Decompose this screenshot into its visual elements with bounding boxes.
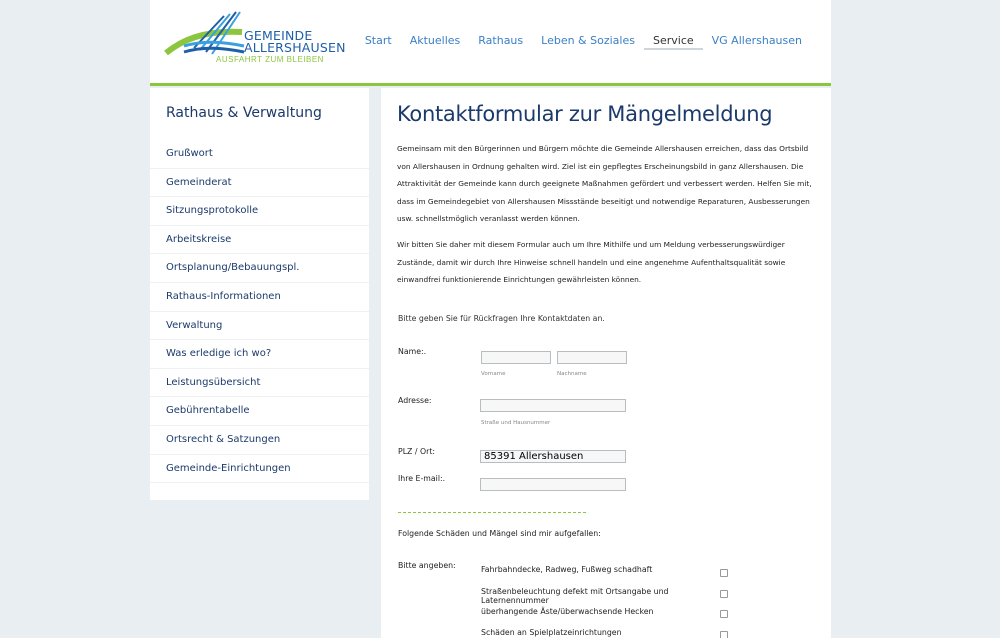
city-label: PLZ / Ort: [398,447,435,456]
sidebar-item-verwaltung[interactable]: Verwaltung [150,312,369,341]
name-label: Name:. [398,347,427,356]
firstname-hint: Vorname [481,371,506,377]
nav-item-leben-soziales[interactable]: Leben & Soziales [541,34,635,47]
sidebar-item-gemeinde-einrichtungen[interactable]: Gemeinde-Einrichtungen [150,455,369,484]
checkbox-ueberhangende-aeste[interactable] [720,610,728,618]
checkbox-spielplatzeinrichtungen[interactable] [720,631,728,638]
sidebar-item-leistungsuebersicht[interactable]: Leistungsübersicht [150,369,369,398]
nav-item-service[interactable]: Service [644,34,703,50]
lastname-hint: Nachname [557,371,587,377]
sidebar-nav [150,140,369,483]
page-title: Kontaktformular zur Mängelmeldung [397,102,773,126]
firstname-input[interactable] [481,351,551,364]
address-hint: Straße und Hausnummer [481,420,551,426]
nav-item-aktuelles[interactable]: Aktuelles [409,34,461,47]
intro-paragraph: Wir bitten Sie daher mit diesem Formular auch um Ihre Mithilfe und um Meldung verbesserungswürdiger Zustände, damit wir durch Ihre Hinweise schnell handeln und eine angenehme Aufenthaltsqualität sowie einwandfrei funktionierende Einrichtungen gewährleisten können. [397,239,786,285]
site-header [150,0,831,86]
checkbox-label: Straßenbeleuchtung defekt mit Ortsangabe und Laternennummer [481,587,669,605]
main-nav [356,34,811,50]
contact-prompt: Bitte geben Sie für Rückfragen Ihre Kontaktdaten an. [398,314,605,323]
sidebar-item-sitzungsprotokolle[interactable]: Sitzungsprotokolle [150,197,369,226]
nav-item-vg-allershausen[interactable]: VG Allershausen [711,34,802,47]
sidebar-item-was-erledige-ich-wo[interactable]: Was erledige ich wo? [150,340,369,369]
email-label: Ihre E-mail:. [398,474,446,483]
address-input[interactable] [480,399,626,412]
sidebar-item-rathaus-informationen[interactable]: Rathaus-Informationen [150,283,369,312]
sidebar [150,88,369,500]
checkbox-fahrbahndecke[interactable] [720,569,728,577]
main-content [381,88,831,638]
email-input[interactable] [480,478,626,491]
logo-text-line1: GEMEINDE [244,28,313,43]
sidebar-item-gebuehrentabelle[interactable]: Gebührentabelle [150,397,369,426]
checkbox-label: Schäden an Spielplatzeinrichtungen [481,628,622,637]
sidebar-item-gemeinderat[interactable]: Gemeinderat [150,169,369,198]
address-label: Adresse: [398,396,432,405]
sidebar-item-ortsrecht-satzungen[interactable]: Ortsrecht & Satzungen [150,426,369,455]
damages-label: Folgende Schäden und Mängel sind mir aufgefallen: [398,529,601,538]
checkbox-strassenbeleuchtung[interactable] [720,590,728,598]
sidebar-item-grusswort[interactable]: Grußwort [150,140,369,169]
checkbox-label: Fahrbahndecke, Radweg, Fußweg schadhaft [481,565,653,574]
nav-item-rathaus[interactable]: Rathaus [478,34,524,47]
logo-text-line2: ALLERSHAUSEN [244,40,346,55]
logo[interactable] [164,8,346,68]
intro-text [397,140,822,297]
checkbox-label: überhangende Äste/überwachsende Hecken [481,607,654,616]
lastname-input[interactable] [557,351,627,364]
logo-tagline: AUSFAHRT ZUM BLEIBEN [216,55,324,64]
intro-paragraph: Gemeinsam mit den Bürgerinnen und Bürgern möchte die Gemeinde Allershausen erreichen, dass das Ortsbild von Allershausen in Ordnung gehalten wird. Ziel ist ein gepflegtes Erscheinungsbild in ganz Allershausen. Die Attraktivität der Gemeinde kann durch geeignete Maßnahmen gefördert und verbessert werden. Helfen Sie mit, dass im Gemeindegebiet von Allershausen Missstände beseitigt und notwendige Reparaturen, Ausbesserungen usw. schnellstmöglich veranlasst werden können. [397,144,812,224]
divider [398,512,586,513]
sidebar-item-ortsplanung[interactable]: Ortsplanung/Bebauungspl. [150,254,369,283]
nav-item-start[interactable]: Start [364,34,392,47]
sidebar-item-arbeitskreise[interactable]: Arbeitskreise [150,226,369,255]
sidebar-title: Rathaus & Verwaltung [166,105,322,121]
specify-label: Bitte angeben: [398,561,456,570]
city-input[interactable] [480,450,626,463]
